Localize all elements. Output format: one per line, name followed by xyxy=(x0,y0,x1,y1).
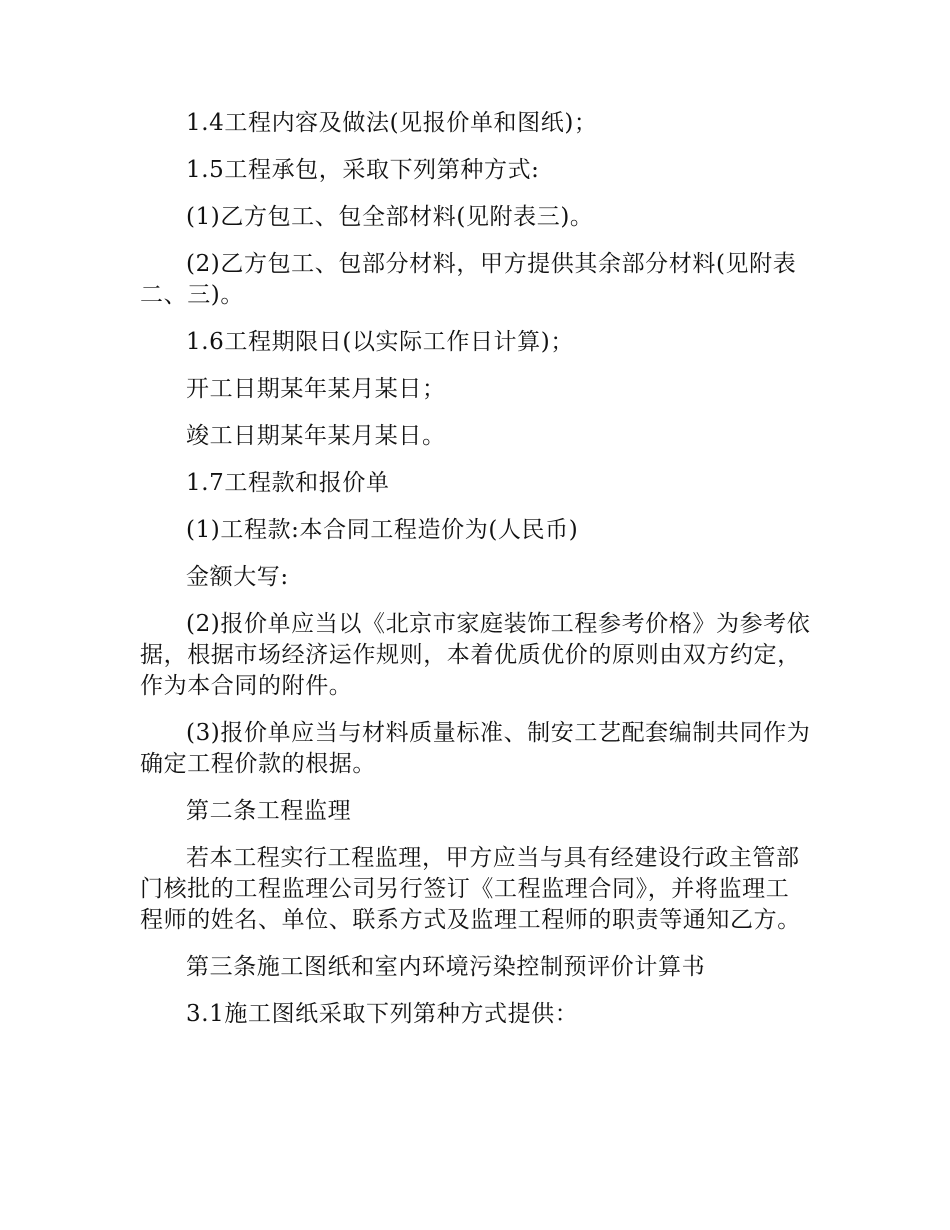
document-body xyxy=(140,108,812,1046)
paragraph-quote-standards: (3)报价单应当与材料质量标准、制安工艺配套编制共同作为确定工程价款的根据。 xyxy=(140,720,811,777)
heading-article-3: 第三条施工图纸和室内环境污染控制预评价计算书 xyxy=(186,954,706,980)
paragraph-quote-basis: (2)报价单应当以《北京市家庭装饰工程参考价格》为参考依据，根据市场经济运作规则，本着优质优价的原则由双方约定，作为本合同的附件。 xyxy=(140,611,811,699)
paragraph-supervision: 若本工程实行工程监理，甲方应当与具有经建设行政主管部门核批的工程监理公司另行签订《工程监理合同》，并将监理工程师的姓名、单位、联系方式及监理工程师的职责等通知乙方。 xyxy=(140,845,801,933)
paragraph-option-2: (2)乙方包工、包部分材料，甲方提供其余部分材料(见附表二、三)。 xyxy=(140,251,797,308)
paragraph-3-1-drawings: 3.1施工图纸采取下列第种方式提供： xyxy=(186,1001,579,1027)
paragraph-amount-words: 金额大写: xyxy=(186,564,289,590)
paragraph-1-5-contracting: 1.5工程承包，采取下列第种方式: xyxy=(186,157,540,183)
paragraph-end-date: 竣工日期某年某月某日。 xyxy=(186,423,446,449)
paragraph-1-6-duration: 1.6工程期限日(以实际工作日计算)； xyxy=(186,329,574,355)
paragraph-start-date: 开工日期某年某月某日； xyxy=(186,376,446,402)
paragraph-option-1: (1)乙方包工、包全部材料(见附表三)。 xyxy=(186,204,594,230)
paragraph-contract-price: (1)工程款:本合同工程造价为(人民币) xyxy=(186,517,579,543)
paragraph-1-4-scope: 1.4工程内容及做法(见报价单和图纸)； xyxy=(186,110,598,136)
heading-article-2: 第二条工程监理 xyxy=(186,798,352,824)
paragraph-1-7-payment: 1.7工程款和报价单 xyxy=(186,470,390,496)
